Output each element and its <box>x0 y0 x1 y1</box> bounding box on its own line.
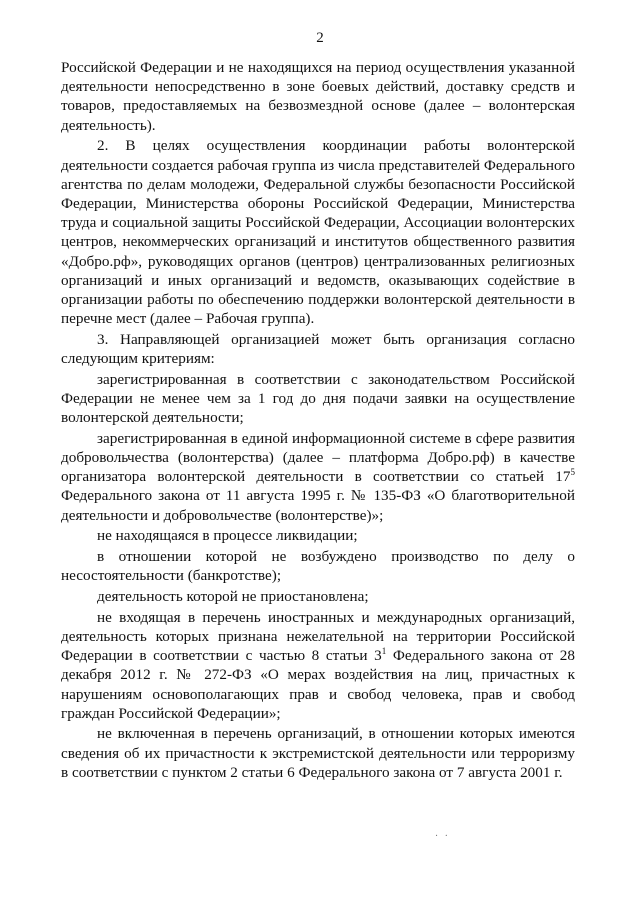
criterion-registered-dobro-rf <box>61 429 575 525</box>
paragraph-item-2-working-group: 2. В целях осуществления координации работы волонтерской деятельности создается рабочая группа из числа представителей Федерального агентства по делам молодежи, Федеральной службы безопасности Российской Федерации, Министерства обороны Российской Федерации, Министерства труда и социальной защиты Российской Федерации, Ассоциации волонтерских центров, некоммерческих организаций и институтов общественного развития «Добро.рф», руководящих органов (центров) централизованных религиозных организаций и иных организаций и ведомств, оказывающих содействие в организации работы по обеспечению поддержки волонтерской деятельности в перечне мест (далее – Рабочая группа). <box>61 137 575 328</box>
criterion-text-after-sup: Федерального закона от 11 августа 1995 г. № 135-ФЗ «О благотворительной деятельности и добровольчестве (волонтерстве)»; <box>61 487 575 524</box>
criterion-registered-1-year: зарегистрированная в соответствии с законодательством Российской Федерации не менее чем за 1 год до дня подачи заявки на осуществление волонтерской деятельности; <box>61 370 575 427</box>
criterion-not-undesirable-org <box>61 608 575 723</box>
criterion-text-after-sup: Федерального закона от 28 декабря 2012 г. № 272-ФЗ «О мерах воздействия на лиц, причастных к нарушениям основополагающих прав и свобод человека, прав и свобод граждан Российской Федерации»; <box>61 647 575 722</box>
scan-artifact: · · <box>434 831 450 842</box>
criterion-text-before-sup: не входящая в перечень иностранных и международных организаций, деятельность которых признана нежелательной на территории Российской Федерации в соответствии с частью 8 статьи 3 <box>61 608 575 665</box>
page-number: 2 <box>316 30 324 46</box>
criterion-not-extremist-list: не включенная в перечень организаций, в отношении которых имеются сведения об их причастности к экстремистской деятельности или терроризму в соответствии с пунктом 2 статьи 6 Федерального закона от 7 августа 2001 г. <box>61 725 575 781</box>
superscript-article-index: 1 <box>381 646 387 657</box>
criterion-text-before-sup: зарегистрированная в единой информационной системе в сфере развития добровольчества (волонтерства) (далее – платформа Добро.рф) в качестве организатора волонтерской деятельности в соответствии со статьей 17 <box>61 429 575 486</box>
criterion-no-bankruptcy: в отношении которой не возбуждено производство по делу о несостоятельности (банкротстве); <box>61 548 575 585</box>
document-body <box>61 58 575 784</box>
paragraph-continuation: Российской Федерации и не находящихся на период осуществления указанной деятельности непосредственно в зоне боевых действий, доставку средств и товаров, предоставляемых на безвозмездной основе (далее – волонтерская деятельность). <box>61 59 575 134</box>
paragraph-item-3-criteria: 3. Направляющей организацией может быть организация согласно следующим критериям: <box>61 330 575 368</box>
criterion-not-in-liquidation: не находящаяся в процессе ликвидации; <box>97 527 358 545</box>
superscript-article-index: 5 <box>570 467 575 478</box>
criterion-not-suspended: деятельность которой не приостановлена; <box>97 587 369 605</box>
